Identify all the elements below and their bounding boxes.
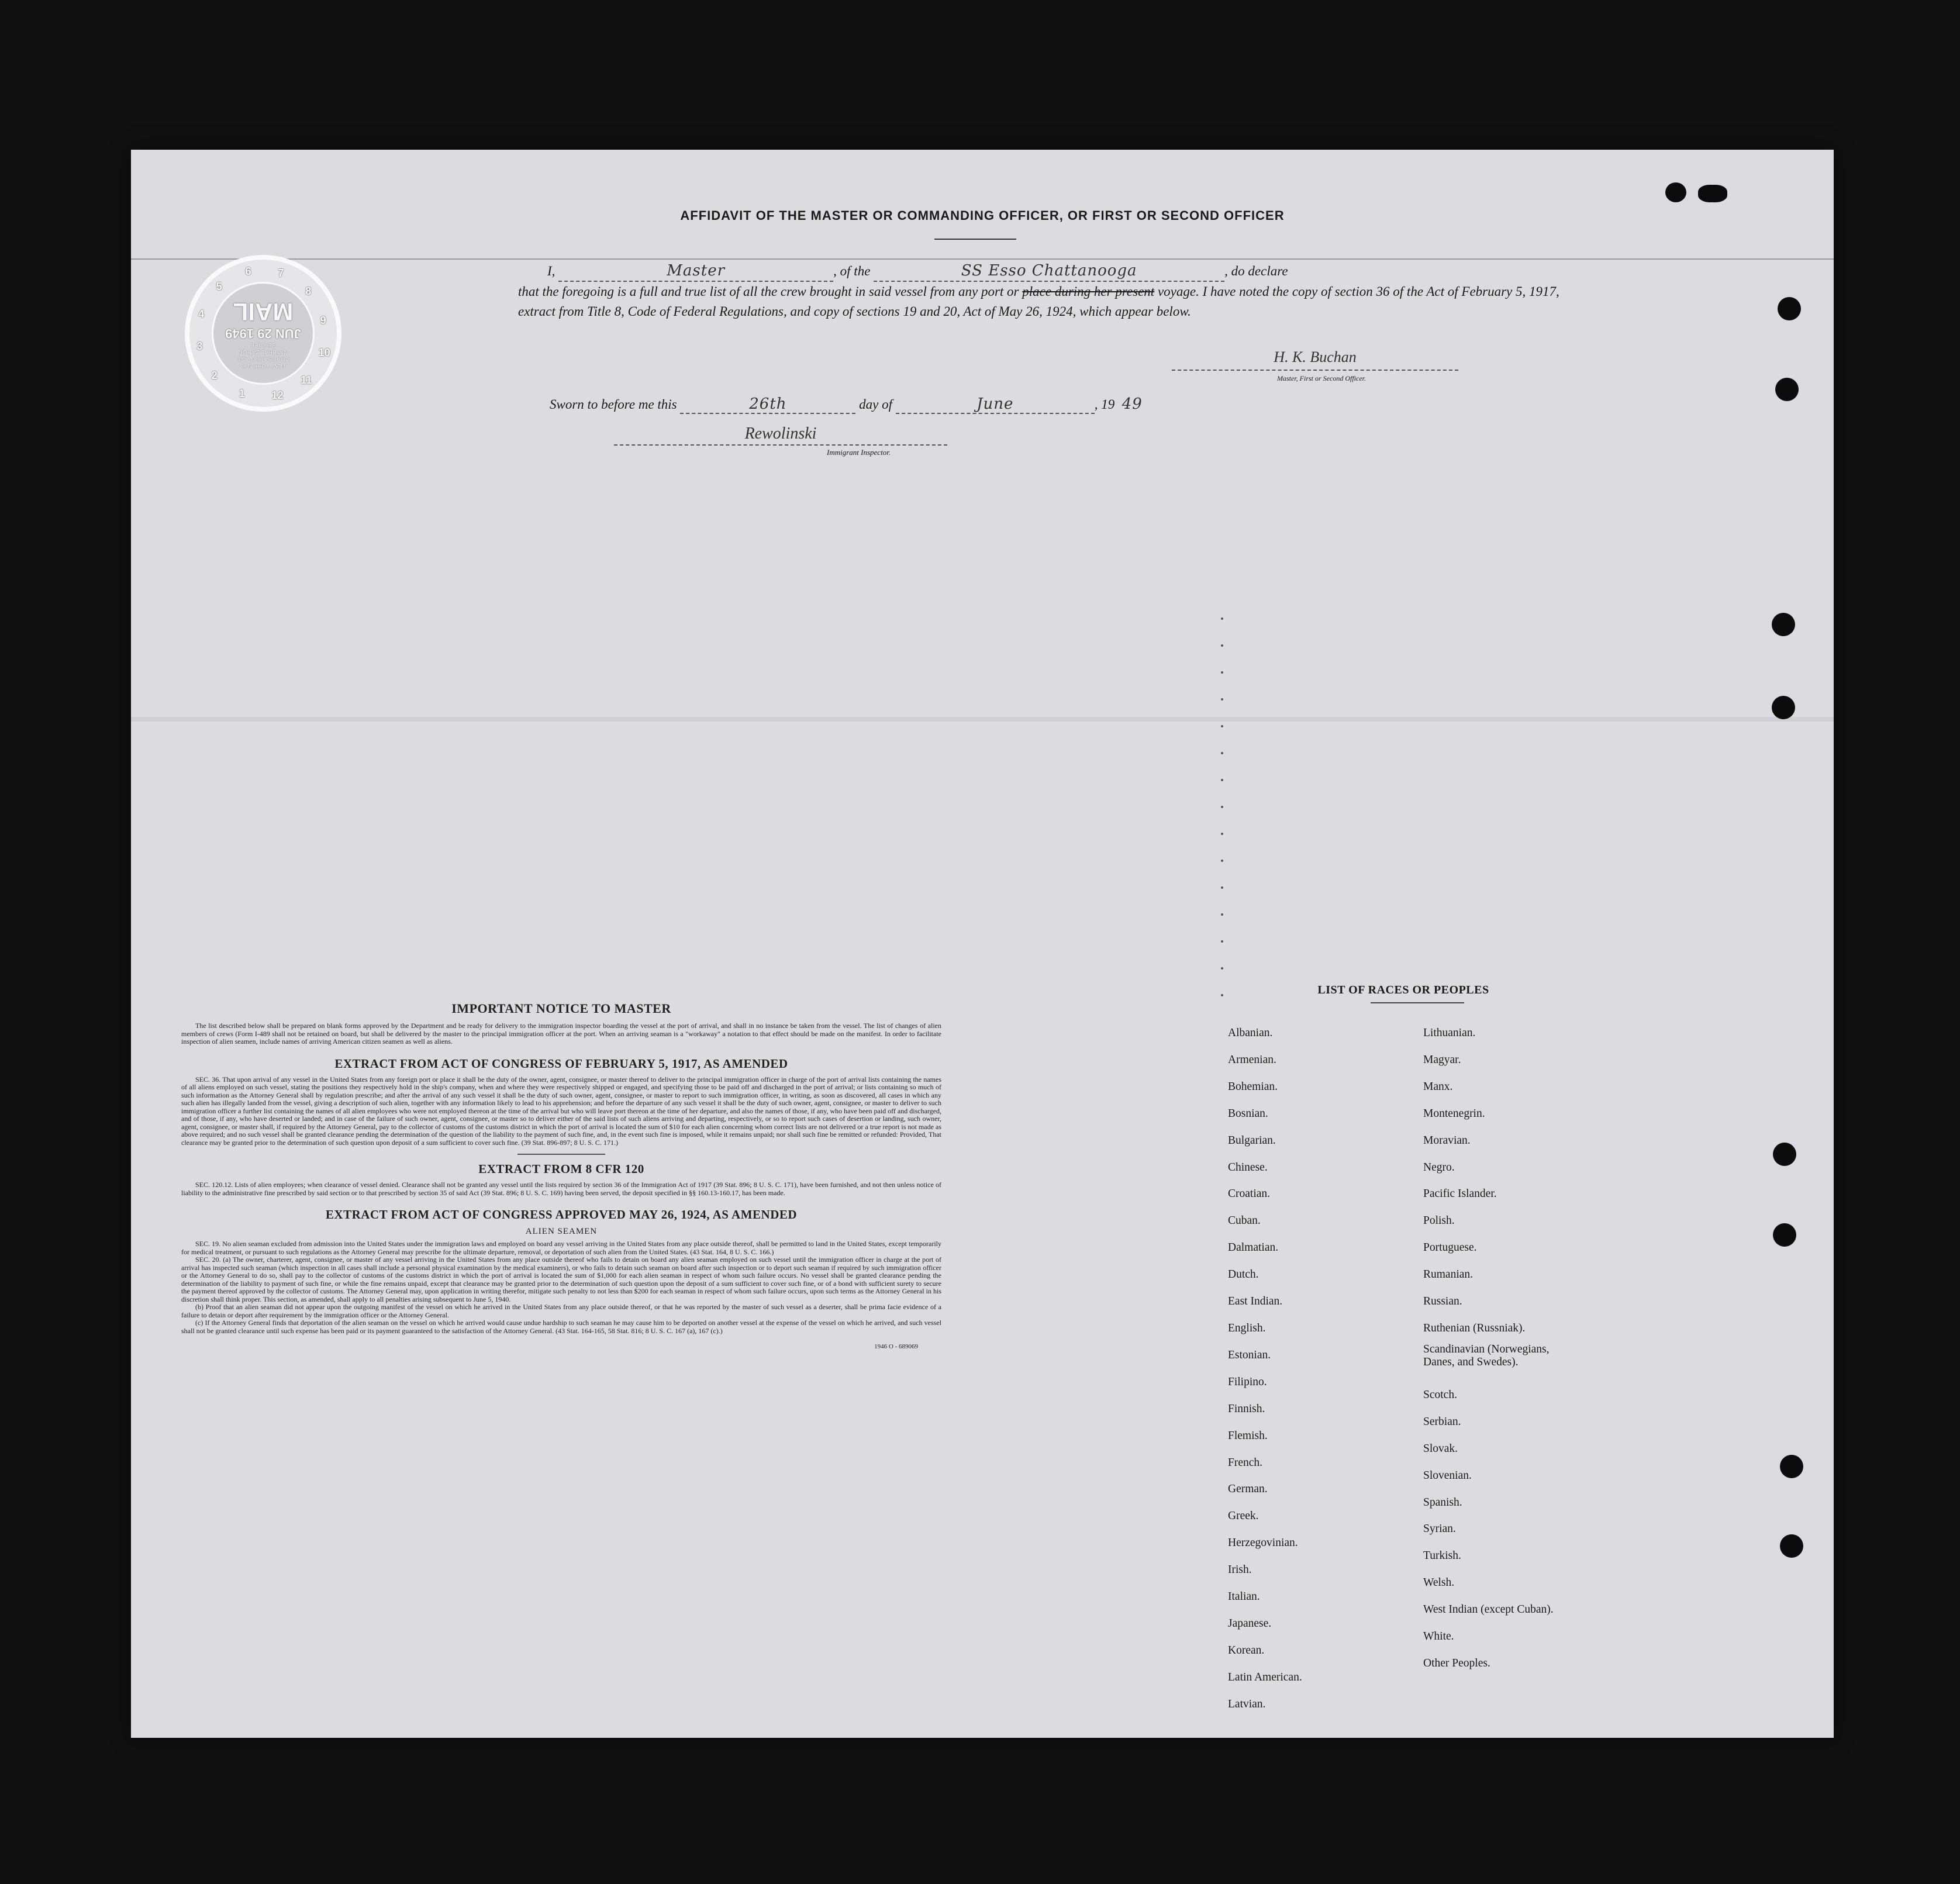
sec120-text: SEC. 120.12. Lists of alien employees; when clearance of vessel denied. Clearance shall not be granted any vessel until the lists required by section 36 of the Immigration Act of 1917 (39 Stat. 896; 8 U. S. C. 171), have been furnished, and not then unless notice of liability to the administrative fine prescribed by said section or to that prescribed by section 35 of said Act (39 Stat. 896; 8 U. S. C. 169) having been served, the deposit specified in §§ 160.13-160.17, has been made. <box>181 1181 941 1197</box>
struck-text: place during her present <box>1022 284 1155 299</box>
punch-hole <box>1780 1534 1803 1558</box>
race-item: Russian. <box>1423 1295 1462 1308</box>
race-item: Armenian. <box>1228 1053 1276 1066</box>
race-item: Manx. <box>1423 1080 1453 1093</box>
race-item: Bosnian. <box>1228 1107 1268 1120</box>
races-underline <box>1371 1002 1464 1003</box>
race-item: Scandinavian (Norwegians, Danes, and Swedes). <box>1423 1343 1550 1368</box>
sec19-text: SEC. 19. No alien seaman excluded from admission into the United States under the immigration laws and employed on board any vessel arriving in the United States from any place outside thereof, shall be permitted to land in the United States, except temporarily for medical treatment, or pursuant to such regulations as the Attorney General may prescribe for the ultimate departure, removal, or deportation of such alien from the United States. (43 Stat. 164, 8 U. S. C. 166.) <box>181 1240 941 1256</box>
race-item: Scotch. <box>1423 1388 1457 1401</box>
race-item: Cuban. <box>1228 1214 1261 1227</box>
race-item: French. <box>1228 1456 1263 1469</box>
races-right-column <box>1423 1020 1554 1677</box>
race-item: Moravian. <box>1423 1134 1471 1147</box>
race-item: East Indian. <box>1228 1295 1283 1308</box>
alien-seamen-subheading: ALIEN SEAMEN <box>525 1227 598 1236</box>
race-item: Albanian. <box>1228 1027 1273 1039</box>
race-item: Dalmatian. <box>1228 1241 1279 1254</box>
sec36-text: SEC. 36. That upon arrival of any vessel in the United States from any foreign port or place it shall be the duty of the owner, agent, consignee, or master thereof to deliver to the principal immigration officer in charge of the port of arrival lists containing the names of all aliens employed on such vessel, stating the positions they respectively hold in the ship's company, when and where they were respectively shipped or engaged, and specifying those to be paid off and discharged in the port of arrival; or lists containing so much of such information as the Attorney General shall by regulation prescribe; and after the arrival of any such vessel it shall be the duty of such owner, agent, consignee, or master to report to such immigration officer, in writing, as soon as discovered, all cases in which any such alien has illegally landed from the vessel, giving a description of such alien, together with any information likely to lead to his apprehension; and before the departure of any such vessel it shall be the duty of such owner, agent, consignee, or master to deliver to such immigration officer a further list containing the names of all alien employees who were not employed thereon at the time of the arrival but who will leave port thereon at the time of her departure, and also the names of those, if any, who have been paid off and discharged, and of those, if any, who have deserted or landed; and in case of the failure of such owner, agent, consignee, or master so to deliver either of the said lists of such aliens arriving and departing, respectively, or so to report such cases of desertion or landing, such owner, agent, consignee, or master shall, if required by the Attorney General, pay to the collector of customs of the customs district in which the port of arrival is located the sum of $10 for each alien concerning whom correct lists are not delivered or a true report is not made as above required; and no such vessel shall be granted clearance pending the determination of the question of the liability to the payment of such fine, and, in the event such fine is imposed, while it remains unpaid; nor shall such fine be remitted or refunded: Provided, That clearance may be granted prior to the determination of such question upon deposit of a sum sufficient to cover such fine. (39 Stat. 896-897; 8 U. S. C. 171.) <box>181 1075 941 1147</box>
inspector-caption: Immigrant Inspector. <box>827 448 891 457</box>
sworn-prefix: Sworn to before me this <box>550 397 677 412</box>
section-divider <box>517 1154 605 1155</box>
punch-hole <box>1780 1455 1803 1478</box>
punch-hole <box>1773 1143 1796 1166</box>
print-code: 1946 O - 689069 <box>874 1343 918 1350</box>
race-item: Filipino. <box>1228 1375 1267 1388</box>
punch-hole <box>1772 696 1795 719</box>
dotted-leaders <box>1221 617 1224 1021</box>
race-item: White. <box>1423 1630 1454 1643</box>
rank-field: Master <box>558 261 833 282</box>
stamp-date: JUN 29 1949 <box>225 326 301 341</box>
race-item: Montenegrin. <box>1423 1107 1485 1120</box>
race-item: Polish. <box>1423 1214 1455 1227</box>
punch-hole <box>1778 297 1801 320</box>
year-field: 49 <box>1122 395 1143 413</box>
title-underline <box>934 239 1016 240</box>
stamp-hour-number: 9 <box>320 314 326 326</box>
races-left-column <box>1228 1020 1302 1718</box>
inspector-signature: Rewolinski <box>614 425 947 446</box>
race-item: Magyar. <box>1423 1053 1461 1066</box>
stamp-hour-number: 10 <box>318 347 330 359</box>
race-item: Dutch. <box>1228 1268 1259 1281</box>
race-item: Rumanian. <box>1423 1268 1474 1281</box>
do-declare-text: , do declare <box>1224 264 1288 278</box>
affidavit-body-2: voyage. I have noted the copy of section 36 of the Act of February 5, 1917, extract from Title 8, Code of Federal Regulations, and copy of sections 19 and 20, Act of May 26, 1924, which appear below. <box>518 284 1559 319</box>
sec20c-text: (c) If the Attorney General finds that deportation of the alien seaman on the vessel on which he arrived would cause undue hardship to such seaman he may cause him to be deported on another vessel at the expense of the vessel on which he arrived, and such vessel shall not be granted clearance until such expense has been paid or its payment guaranteed to the satisfaction of the Attorney General. (43 Stat. 164-165, 58 Stat. 816; 8 U. S. C. 167 (a), 167 (c).) <box>181 1319 941 1335</box>
punch-hole <box>1775 378 1799 401</box>
race-item: Negro. <box>1423 1161 1455 1174</box>
affidavit-body <box>518 261 1588 322</box>
sec20b-text: (b) Proof that an alien seaman did not appear upon the outgoing manifest of the vessel on which he arrived in the United States from any place outside thereof, or that he was reported by the master of such vessel as a deserter, shall be prima facie evidence of a failure to detain or deport after requirement by the immigration officer or the Attorney General. <box>181 1303 941 1319</box>
race-item: Welsh. <box>1423 1576 1455 1589</box>
officer-signature: H. K. Buchan <box>1172 348 1458 371</box>
race-item: West Indian (except Cuban). <box>1423 1603 1554 1616</box>
race-item: Slovenian. <box>1423 1469 1472 1482</box>
stamp-center <box>212 282 315 385</box>
mail-stamp <box>185 255 341 412</box>
stamp-hour-number: 2 <box>211 370 218 382</box>
fold-crease <box>131 717 1834 722</box>
race-item: Portuguese. <box>1423 1241 1477 1254</box>
sworn-line <box>550 395 1150 414</box>
stamp-mail: MAIL <box>233 298 294 326</box>
punch-hole <box>1773 1223 1796 1247</box>
race-item: Italian. <box>1228 1590 1260 1603</box>
header-rule <box>131 258 1834 260</box>
stamp-city: NEW YORK N.Y. <box>241 363 285 369</box>
stamp-hour-number: 7 <box>278 267 284 280</box>
race-item: Bulgarian. <box>1228 1134 1276 1147</box>
manifest-page <box>131 150 1834 1738</box>
officer-caption: Master, First or Second Officer. <box>1277 374 1366 382</box>
race-item: English. <box>1228 1321 1266 1334</box>
races-title: LIST OF RACES OR PEOPLES <box>1317 984 1489 996</box>
race-item: Latin American. <box>1228 1671 1302 1683</box>
stamp-hour-number: 3 <box>196 340 203 353</box>
punch-hole <box>1772 613 1795 636</box>
stamp-hour-number: 6 <box>245 265 251 278</box>
race-item: Bohemian. <box>1228 1080 1278 1093</box>
stamp-hour-number: 5 <box>216 280 222 292</box>
affidavit-i: I, <box>547 264 555 278</box>
race-item: Greek. <box>1228 1510 1259 1523</box>
stamp-hour-number: 11 <box>301 374 312 387</box>
race-item: Herzegovinian. <box>1228 1537 1298 1550</box>
day-of-text: day of <box>859 397 892 412</box>
vessel-field: SS Esso Chattanooga <box>874 261 1224 282</box>
stamp-hour-number: 4 <box>198 308 205 320</box>
stamp-hour-number: 12 <box>271 389 284 401</box>
race-item: Latvian. <box>1228 1697 1266 1710</box>
affidavit-body-1: that the foregoing is a full and true list of all the crew brought in said vessel from any port or <box>518 284 1019 299</box>
notice-intro: The list described below shall be prepared on blank forms approved by the Department and be ready for delivery to the immigration inspector boarding the vessel at the port of arrival, and shall in no instance be taken from the vessel. The list of changes of alien members of crews (Form I-489 shall not be retained on board, but shall be delivered by the master to the principal immigration officer at the port. When an arriving seaman is a "workaway" a notation to that effect should be made on the manifest. In order to facilitate inspection of alien seamen, include names of arriving American citizen seamen as well as aliens. <box>181 1022 941 1045</box>
race-item: Flemish. <box>1228 1429 1268 1442</box>
sworn-day-field: 26th <box>680 395 855 414</box>
race-item: Serbian. <box>1423 1415 1461 1428</box>
extract1-heading: EXTRACT FROM ACT OF CONGRESS OF FEBRUARY 5, 1917, AS AMENDED <box>334 1056 788 1071</box>
notice-heading: IMPORTANT NOTICE TO MASTER <box>451 1001 671 1016</box>
sec20a-text: SEC. 20. (a) The owner, charterer, agent, consignee, or master of any vessel arriving in the United States from any place outside thereof who fails to detain on board any alien seaman employed on such vessel until the immigration officer in charge at the port of arrival has inspected such seaman (which inspection in all cases shall include a personal physical examination by the medical examiners), or who fails to detain such seaman on board after such inspection or to deport such seaman if required by such immigration officer or the Attorney General to do so, shall pay to the collector of customs of the customs district in which the port of arrival is located the sum of $1,000 for each alien seaman in respect of whom such failure occurs. No vessel shall be granted clearance pending the determination of the liability to payment of such fine, or while the fine remains unpaid, except that clearance may be granted prior to the determination of such question upon the deposit of a sum sufficient to cover such fine, or of a bond with sufficient surety to secure the payment thereof approved by the collector of customs. The Attorney General may, upon application in writing therefor, mitigate such penalty to not less than $200 for each seaman in respect of whom such failure occurs, upon such terms as the Attorney General in his discretion shall think proper. This section, as amended, shall apply to all penalties arising subsequent to June 5, 1940. <box>181 1255 941 1303</box>
race-item: Estonian. <box>1228 1348 1271 1361</box>
race-item: Syrian. <box>1423 1523 1456 1536</box>
race-item: Irish. <box>1228 1564 1252 1576</box>
stamp-hour-number: 1 <box>239 387 245 399</box>
of-the-text: , of the <box>833 264 871 278</box>
race-item: Finnish. <box>1228 1402 1265 1415</box>
punch-hole <box>1665 182 1686 202</box>
stamp-hour-number: 8 <box>305 285 312 297</box>
race-item: Korean. <box>1228 1644 1265 1657</box>
affidavit-title: AFFIDAVIT OF THE MASTER OR COMMANDING OFFICER, OR FIRST OR SECOND OFFICER <box>680 208 1285 223</box>
sworn-month-field: June <box>896 395 1095 414</box>
race-item: Japanese. <box>1228 1617 1272 1630</box>
extract3-heading: EXTRACT FROM ACT OF CONGRESS APPROVED MAY 26, 1924, AS AMENDED <box>325 1207 798 1222</box>
stamp-agency: IMMIGRATION AND NATURALIZATION SERVICE <box>236 341 290 362</box>
race-item: Chinese. <box>1228 1161 1268 1174</box>
race-item: Turkish. <box>1423 1550 1461 1562</box>
race-item: Spanish. <box>1423 1496 1462 1509</box>
race-item: Lithuanian. <box>1423 1027 1476 1039</box>
race-item: German. <box>1228 1483 1268 1496</box>
extract2-heading: EXTRACT FROM 8 CFR 120 <box>478 1162 644 1176</box>
race-item: Ruthenian (Russniak). <box>1423 1321 1526 1334</box>
year-prefix: , 19 <box>1094 397 1115 412</box>
race-item: Croatian. <box>1228 1188 1271 1200</box>
race-item: Slovak. <box>1423 1442 1458 1455</box>
race-item: Pacific Islander. <box>1423 1188 1497 1200</box>
race-item: Other Peoples. <box>1423 1657 1490 1669</box>
notice-section <box>181 1001 941 1350</box>
punch-hole <box>1698 185 1727 202</box>
